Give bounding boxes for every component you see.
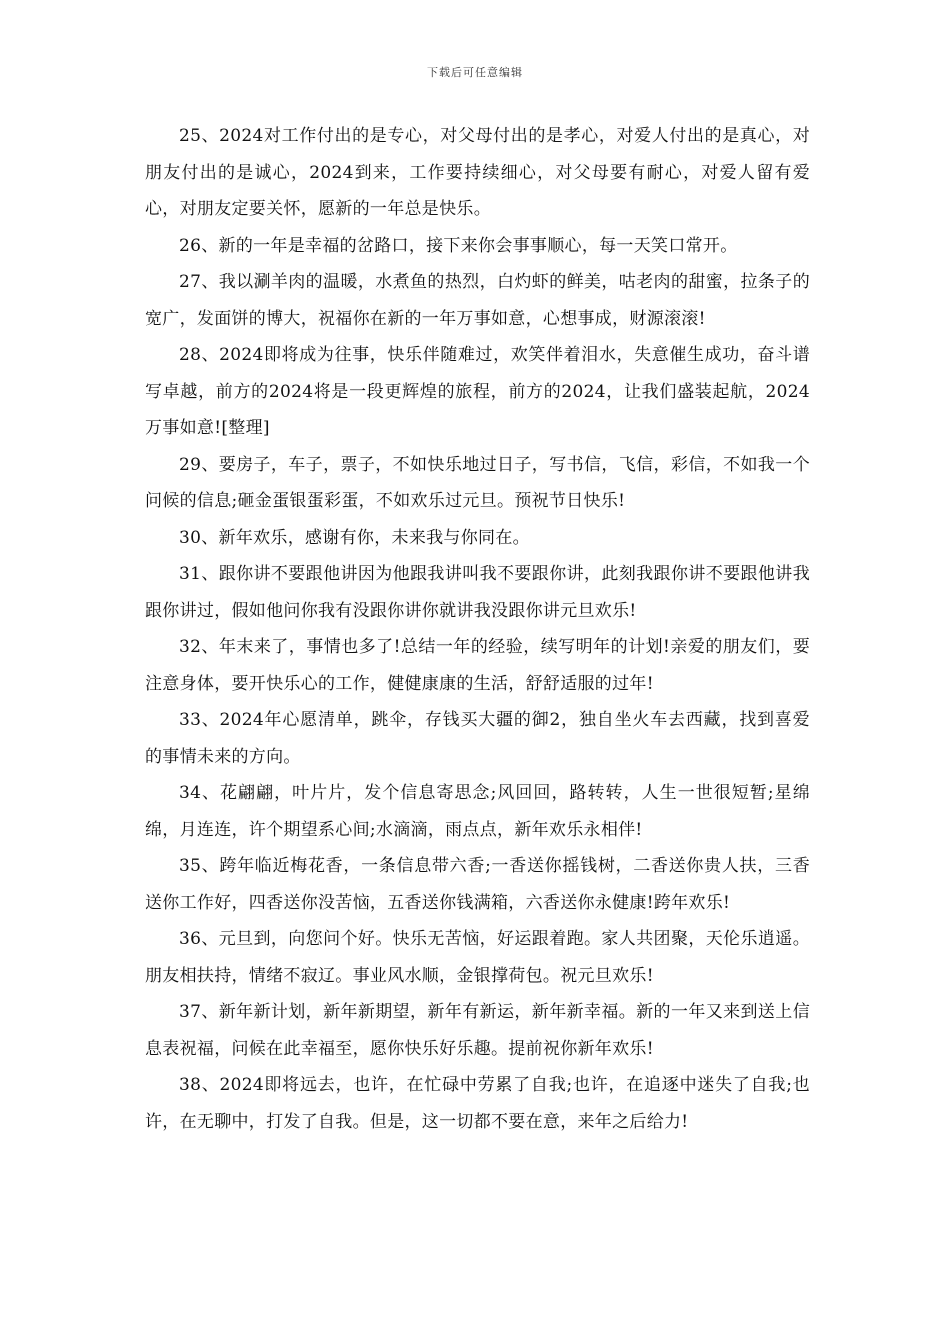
- paragraph-31: 31、跟你讲不要跟他讲因为他跟我讲叫我不要跟你讲，此刻我跟你讲不要跟他讲我跟你讲过，假如他问你我有没跟你讲你就讲我没跟你讲元旦欢乐!: [145, 564, 810, 621]
- paragraph-33: 33、2024年心愿清单，跳伞，存钱买大疆的御2，独自坐火车去西藏，找到喜爱的事情未来的方向。: [145, 710, 810, 767]
- document-body: [145, 118, 810, 1140]
- paragraph-38: 38、2024即将远去，也许，在忙碌中劳累了自我;也许，在追逐中迷失了自我;也许，在无聊中，打发了自我。但是，这一切都不要在意，来年之后给力!: [145, 1075, 810, 1132]
- paragraph-35: 35、跨年临近梅花香，一条信息带六香;一香送你摇钱树，二香送你贵人扶，三香送你工作好，四香送你没苦恼，五香送你钱满箱，六香送你永健康!跨年欢乐!: [145, 856, 810, 913]
- paragraph-27: 27、我以涮羊肉的温暖，水煮鱼的热烈，白灼虾的鲜美，咕老肉的甜蜜，拉条子的宽广，发面饼的博大，祝福你在新的一年万事如意，心想事成，财源滚滚!: [145, 272, 810, 329]
- page-header-note: 下载后可任意编辑: [427, 66, 523, 79]
- paragraph-28: 28、2024即将成为往事，快乐伴随难过，欢笑伴着泪水，失意催生成功，奋斗谱写卓越，前方的2024将是一段更辉煌的旅程，前方的2024，让我们盛装起航，2024万事如意![整理]: [145, 345, 810, 438]
- paragraph-34: 34、花翩翩，叶片片，发个信息寄思念;风回回，路转转，人生一世很短暂;星绵绵，月连连，许个期望系心间;水滴滴，雨点点，新年欢乐永相伴!: [145, 783, 810, 840]
- paragraph-30: 30、新年欢乐，感谢有你，未来我与你同在。: [179, 527, 530, 548]
- paragraph-26: 26、新的一年是幸福的岔路口，接下来你会事事顺心，每一天笑口常开。: [179, 235, 738, 256]
- paragraph-32: 32、年末来了，事情也多了!总结一年的经验，续写明年的计划!亲爱的朋友们，要注意身体，要开快乐心的工作，健健康康的生活，舒舒适服的过年!: [145, 637, 810, 694]
- paragraph-29: 29、要房子，车子，票子，不如快乐地过日子，写书信，飞信，彩信，不如我一个问候的信息;砸金蛋银蛋彩蛋，不如欢乐过元旦。预祝节日快乐!: [145, 454, 810, 511]
- paragraph-36: 36、元旦到，向您问个好。快乐无苦恼，好运跟着跑。家人共团聚，天伦乐逍遥。朋友相扶持，情绪不寂辽。事业风水顺，金银撑荷包。祝元旦欢乐!: [145, 929, 810, 986]
- paragraph-25: 25、2024对工作付出的是专心，对父母付出的是孝心，对爱人付出的是真心，对朋友付出的是诚心，2024到来，工作要持续细心，对父母要有耐心，对爱人留有爱心，对朋友定要关怀，愿新的一年总是快乐。: [145, 126, 810, 219]
- paragraph-37: 37、新年新计划，新年新期望，新年有新运，新年新幸福。新的一年又来到送上信息表祝福，问候在此幸福至，愿你快乐好乐趣。提前祝你新年欢乐!: [145, 1002, 810, 1059]
